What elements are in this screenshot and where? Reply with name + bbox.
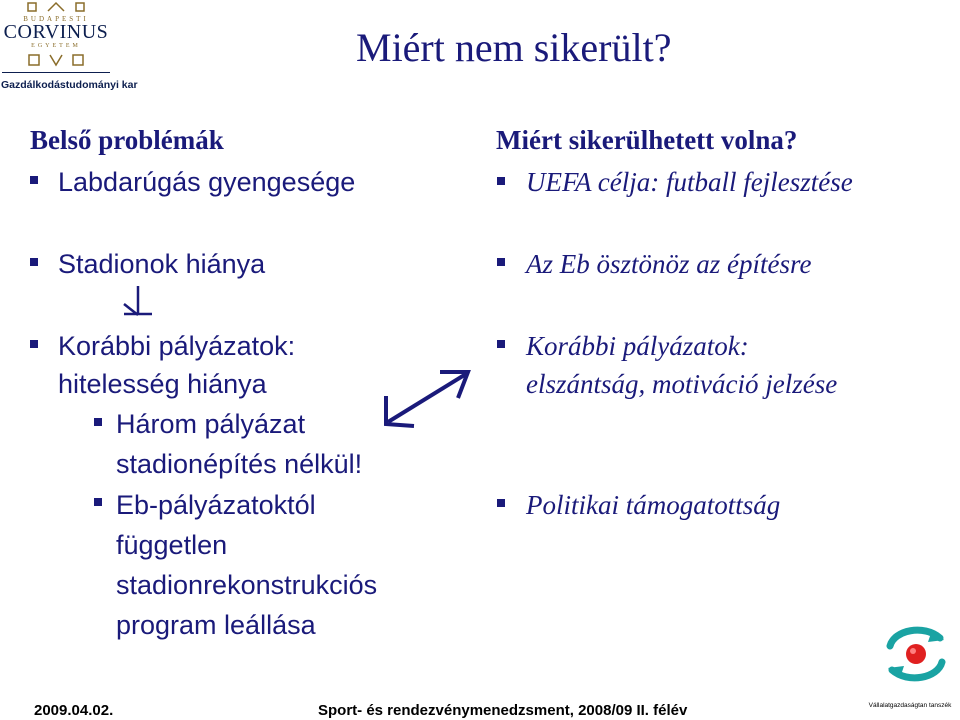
left-bullet-3-line-1: Korábbi pályázatok: <box>58 331 296 361</box>
slide-title: Miért nem sikerült? <box>356 25 672 70</box>
left-bullet-3-line-2: hitelesség hiánya <box>58 369 267 399</box>
left-heading: Belső problémák <box>30 125 224 155</box>
bullet-icon <box>30 176 38 184</box>
left-sub-2-line-1: Eb-pályázatoktól <box>116 490 316 520</box>
footer-date: 2009.04.02. <box>34 702 114 719</box>
right-heading: Miért sikerülhetett volna? <box>496 125 798 155</box>
left-sub-1-line-2: stadionépítés nélkül! <box>116 449 363 479</box>
bullet-icon <box>497 499 505 507</box>
left-bullet-1: Labdarúgás gyengesége <box>58 167 356 197</box>
right-bullet-1: UEFA célja: futball fejlesztése <box>526 167 853 197</box>
left-sub-2-line-4: program leállása <box>116 610 316 640</box>
left-bullet-2: Stadionok hiánya <box>58 249 266 279</box>
ornament-icon <box>26 1 86 13</box>
logo-divider <box>2 72 110 73</box>
footer-course: Sport- és rendezvénymenedzsment, 2008/09 II. félév <box>318 702 688 719</box>
footer-department: Vállalatgazdaságtan tanszék <box>868 702 952 709</box>
double-arrow-icon <box>378 364 478 434</box>
bullet-icon <box>30 340 38 348</box>
department-logo-icon <box>880 624 952 684</box>
university-logo <box>0 0 138 92</box>
left-sub-1-line-1: Három pályázat <box>116 409 306 439</box>
sub-bullet-icon <box>94 498 102 506</box>
bullet-icon <box>497 177 505 185</box>
right-bullet-3-line-1: Korábbi pályázatok: <box>526 331 749 361</box>
bullet-icon <box>497 340 505 348</box>
right-bullet-4: Politikai támogatottság <box>526 490 781 520</box>
logo-brand-text: CORVINUS <box>3 21 109 43</box>
left-sub-2-line-2: független <box>116 530 228 560</box>
arrow-down-icon <box>120 284 156 320</box>
bullet-icon <box>497 258 505 266</box>
right-bullet-2: Az Eb ösztönöz az építésre <box>526 249 812 279</box>
right-bullet-3-line-2: elszántság, motiváció jelzése <box>526 369 838 399</box>
logo-bottom-text: EGYETEM <box>31 43 81 49</box>
logo-top-text: BUDAPESTI <box>23 15 89 23</box>
bullet-icon <box>30 258 38 266</box>
left-sub-2-line-3: stadionrekonstrukciós <box>116 570 378 600</box>
ornament-bottom-icon <box>26 52 86 68</box>
logo-faculty-text: Gazdálkodástudományi kar <box>1 79 138 91</box>
sub-bullet-icon <box>94 418 102 426</box>
